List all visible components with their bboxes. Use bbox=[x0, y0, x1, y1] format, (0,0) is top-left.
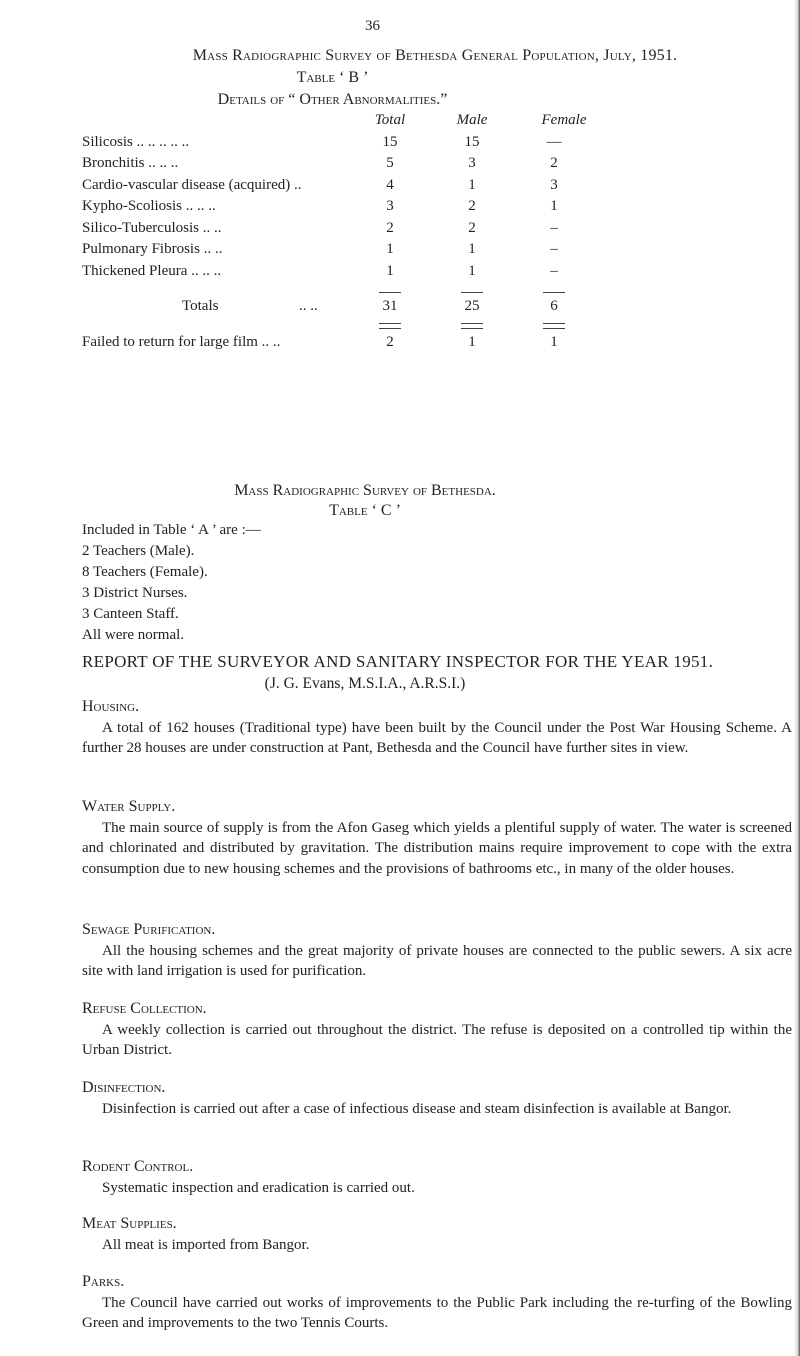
table-row bbox=[82, 155, 742, 177]
section-sewage bbox=[82, 920, 792, 982]
row-male: 15 bbox=[464, 133, 480, 150]
row-total: 1 bbox=[386, 241, 394, 257]
row-label: Kypho-Scoliosis .. .. .. bbox=[82, 198, 216, 214]
row-total: 2 bbox=[386, 219, 394, 236]
rule-female bbox=[543, 292, 565, 293]
list-item: All were normal. bbox=[82, 627, 185, 643]
row-total: 1 bbox=[386, 262, 394, 279]
table-row bbox=[82, 263, 742, 285]
section-text: Systematic inspection and eradication is carried out. bbox=[102, 1179, 415, 1196]
totals-dots: .. .. bbox=[299, 298, 318, 314]
section-refuse bbox=[82, 999, 792, 1061]
totals-total: 31 bbox=[382, 298, 398, 314]
row-female: – bbox=[550, 262, 558, 279]
row-female: 3 bbox=[550, 176, 558, 193]
double-rule-total bbox=[379, 323, 401, 329]
table-row bbox=[82, 134, 742, 156]
row-label: Silico-Tuberculosis .. .. bbox=[82, 219, 222, 236]
page-number: 36 bbox=[365, 18, 380, 34]
section-text: The Council have carried out works of improvements to the Public Park including the re-turfing of the Bowling Green and improvements to the two Tennis Courts. bbox=[82, 1294, 792, 1331]
failed-total: 2 bbox=[386, 333, 394, 350]
table-row bbox=[82, 177, 742, 199]
table-b-label: Table ‘ B ’ bbox=[296, 69, 369, 86]
row-label: Silicosis .. .. .. .. .. bbox=[82, 133, 190, 150]
row-female: – bbox=[550, 241, 558, 257]
table-row bbox=[82, 198, 742, 220]
section-text: A total of 162 houses (Traditional type) have been built by the Council under the Post War Housing Scheme. A further 28 houses are under construction at Pant, Bethesda and the Council have further sites in view. bbox=[82, 719, 792, 756]
report-title: REPORT OF THE SURVEYOR AND SANITARY INSPECTOR FOR THE YEAR 1951. bbox=[82, 652, 714, 671]
table-b-heading: Mass Radiographic Survey of Bethesda General Population, July, 1951. bbox=[192, 47, 678, 64]
failed-male: 1 bbox=[468, 333, 476, 350]
row-male: 1 bbox=[468, 176, 476, 193]
section-title: Housing. bbox=[82, 698, 140, 715]
column-header-female: Female bbox=[541, 112, 587, 128]
row-female: – bbox=[550, 219, 558, 236]
failed-label: Failed to return for large film .. .. bbox=[82, 333, 281, 350]
list-item: 3 District Nurses. bbox=[82, 585, 188, 601]
table-c-heading: Mass Radiographic Survey of Bethesda. bbox=[234, 482, 496, 499]
rule-total bbox=[379, 292, 401, 293]
section-title: Water Supply. bbox=[82, 798, 176, 815]
row-total: 3 bbox=[386, 198, 394, 214]
column-header-male: Male bbox=[456, 112, 488, 128]
row-male: 2 bbox=[468, 198, 476, 214]
totals-label: Totals bbox=[182, 298, 219, 314]
totals-female: 6 bbox=[550, 298, 558, 314]
table-b-subheading: Details of “ Other Abnormalities.” bbox=[217, 91, 448, 108]
section-text: A weekly collection is carried out throughout the district. The refuse is deposited on a controlled tip within the Urban District. bbox=[82, 1021, 792, 1058]
double-rule-row bbox=[82, 320, 742, 334]
section-text: All the housing schemes and the great majority of private houses are connected to the public sewers. A six acre site with land irrigation is used for purification. bbox=[82, 942, 792, 979]
table-row bbox=[82, 220, 742, 242]
rule-row bbox=[82, 284, 742, 298]
section-text: The main source of supply is from the Afon Gaseg which yields a plentiful supply of water. The water is screened and chlorinated and distributed by gravitation. The distribution mains require improvement to cope with the extra consumption due to new housing schemes and the provisions of bathrooms etc., in many of the older houses. bbox=[82, 819, 792, 877]
row-female: — bbox=[546, 133, 562, 150]
list-item: 3 Canteen Staff. bbox=[82, 606, 179, 622]
list-item: 8 Teachers (Female). bbox=[82, 564, 208, 580]
section-text: Disinfection is carried out after a case of infectious disease and steam disinfection is available at Bangor. bbox=[102, 1100, 732, 1117]
row-label: Thickened Pleura .. .. .. bbox=[82, 262, 222, 279]
failed-row bbox=[82, 334, 742, 356]
row-male: 1 bbox=[468, 262, 476, 279]
double-rule-female bbox=[543, 323, 565, 329]
row-female: 1 bbox=[550, 198, 558, 214]
table-c-list bbox=[82, 520, 261, 646]
row-male: 3 bbox=[468, 155, 476, 171]
totals-male: 25 bbox=[464, 298, 480, 314]
section-title: Disinfection. bbox=[82, 1079, 166, 1096]
table-row bbox=[82, 241, 742, 263]
section-rodent bbox=[82, 1157, 792, 1198]
section-meat bbox=[82, 1214, 792, 1255]
section-title: Meat Supplies. bbox=[82, 1215, 177, 1232]
table-b-column-headers bbox=[82, 112, 742, 134]
report-subtitle: (J. G. Evans, M.S.I.A., A.R.S.I.) bbox=[264, 675, 466, 692]
list-item: Included in Table ‘ A ’ are :— bbox=[82, 522, 261, 538]
section-parks bbox=[82, 1272, 792, 1334]
row-total: 15 bbox=[382, 133, 398, 150]
table-b bbox=[82, 112, 742, 355]
column-header-total: Total bbox=[374, 112, 406, 128]
section-text: All meat is imported from Bangor. bbox=[102, 1236, 310, 1253]
list-item: 2 Teachers (Male). bbox=[82, 543, 195, 559]
section-title: Refuse Collection. bbox=[82, 1000, 207, 1017]
row-total: 5 bbox=[386, 155, 394, 171]
section-water-supply bbox=[82, 797, 792, 879]
row-label: Bronchitis .. .. .. bbox=[82, 155, 179, 171]
section-title: Sewage Purification. bbox=[82, 921, 216, 938]
table-c-label: Table ‘ C ’ bbox=[329, 502, 401, 519]
double-rule-male bbox=[461, 323, 483, 329]
row-label: Cardio-vascular disease (acquired) .. bbox=[82, 176, 302, 193]
section-title: Parks. bbox=[82, 1273, 125, 1290]
failed-female: 1 bbox=[550, 333, 558, 350]
row-female: 2 bbox=[550, 155, 558, 171]
section-disinfection bbox=[82, 1078, 792, 1119]
rule-male bbox=[461, 292, 483, 293]
totals-row bbox=[82, 298, 742, 320]
section-housing bbox=[82, 697, 792, 759]
row-male: 2 bbox=[468, 219, 476, 236]
section-title: Rodent Control. bbox=[82, 1158, 194, 1175]
page-edge-shadow bbox=[794, 0, 800, 1356]
row-label: Pulmonary Fibrosis .. .. bbox=[82, 241, 223, 257]
row-total: 4 bbox=[386, 176, 394, 193]
row-male: 1 bbox=[468, 241, 476, 257]
